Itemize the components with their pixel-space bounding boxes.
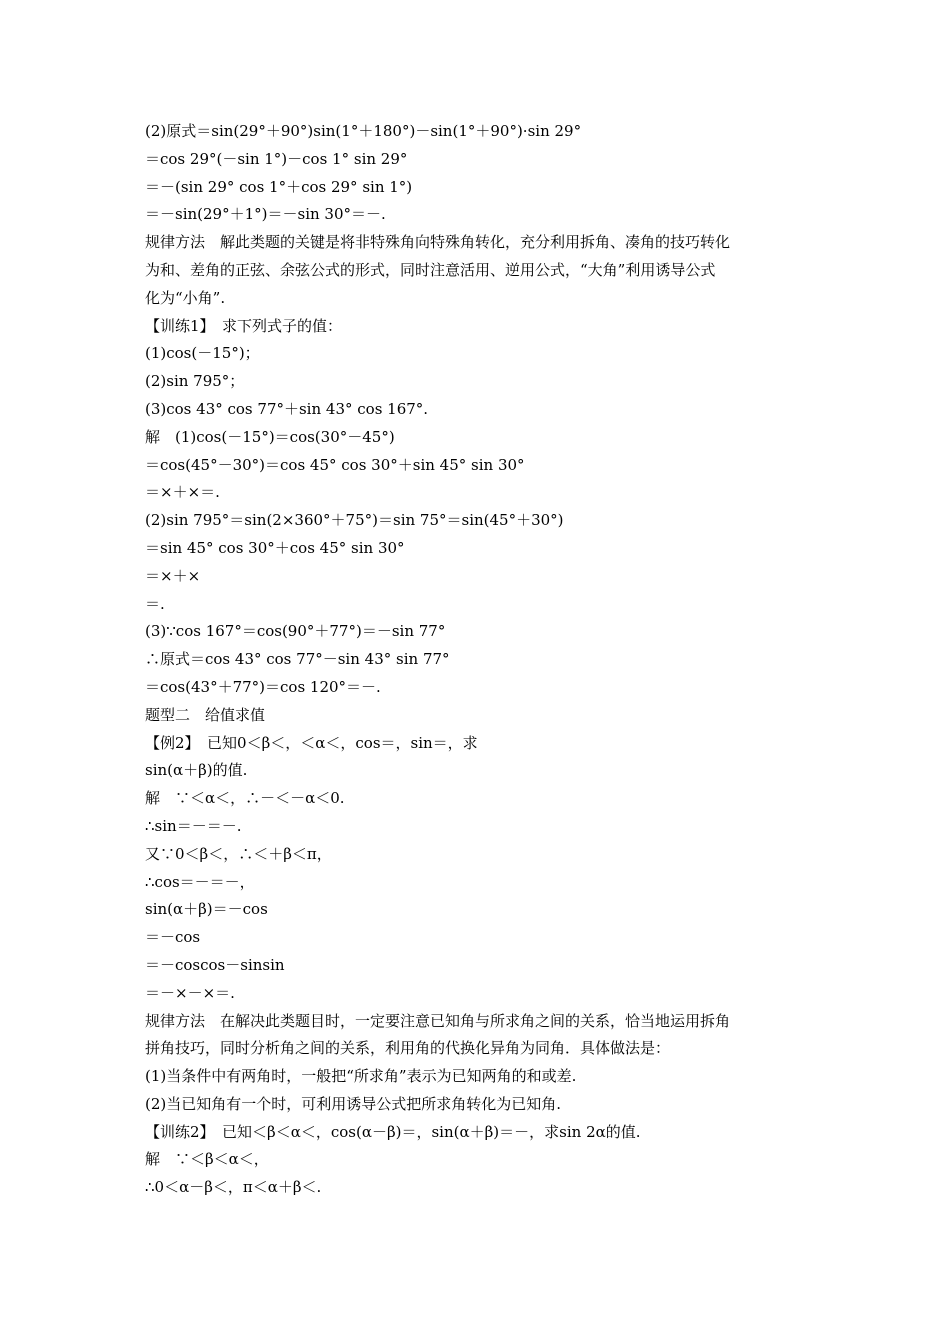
text-line: 解 ∵＜α＜，∴－＜－α＜0.: [145, 789, 345, 808]
text-line: ＝cos(43°＋77°)＝cos 120°＝－.: [145, 677, 381, 696]
text-line: ∴cos＝－＝－，: [145, 872, 255, 891]
text-line: ＝cos(45°－30°)＝cos 45° cos 30°＋sin 45° sin 30°: [145, 455, 525, 474]
text-line: 【训练2】 已知＜β＜α＜，cos(α－β)＝，sin(α＋β)＝－，求sin 2α的值.: [145, 1122, 641, 1141]
text-line: ∴原式＝cos 43° cos 77°－sin 43° sin 77°: [145, 650, 450, 669]
text-line: 【训练1】 求下列式子的值：: [145, 316, 343, 335]
text-line: 【例2】 已知0＜β＜，＜α＜，cos＝，sin＝，求: [145, 733, 478, 752]
text-line: (2)当已知角有一个时，可利用诱导公式把所求角转化为已知角.: [145, 1094, 562, 1113]
text-line: ＝－cos: [145, 928, 201, 947]
text-line: (3)∵cos 167°＝cos(90°＋77°)＝－sin 77°: [145, 622, 446, 641]
text-line: ＝cos 29°(－sin 1°)－cos 1° sin 29°: [145, 149, 408, 168]
text-line: sin(α＋β)＝－cos: [145, 900, 268, 919]
text-line: 规律方法 在解决此类题目时，一定要注意已知角与所求角之间的关系，恰当地运用拆角: [145, 1011, 731, 1030]
section-heading: 题型二 给值求值: [145, 705, 266, 724]
text-line: (2)sin 795°＝sin(2×360°＋75°)＝sin 75°＝sin(45°＋30°): [145, 511, 564, 530]
text-line: ＝－(sin 29° cos 1°＋cos 29° sin 1°): [145, 177, 413, 196]
document-body: [145, 118, 813, 1202]
text-line: ＝－×－×＝.: [145, 983, 235, 1002]
text-line: ＝×＋×: [145, 566, 201, 585]
text-line: 为和、差角的正弦、余弦公式的形式，同时注意活用、逆用公式，“大角”利用诱导公式: [145, 260, 716, 279]
text-line: ＝－sin(29°＋1°)＝－sin 30°＝－.: [145, 205, 386, 224]
text-line: (2)原式＝sin(29°＋90°)sin(1°＋180°)－sin(1°＋90°)·sin 29°: [145, 122, 582, 140]
text-line: (1)cos(－15°)；: [145, 344, 260, 363]
text-line: ∴0＜α－β＜，π＜α＋β＜.: [145, 1178, 322, 1197]
text-line: 化为“小角”.: [145, 288, 226, 307]
text-line: (3)cos 43° cos 77°＋sin 43° cos 167°.: [145, 399, 429, 418]
text-line: 解 (1)cos(－15°)＝cos(30°－45°): [145, 427, 395, 446]
text-line: 解 ∵＜β＜α＜，: [145, 1150, 269, 1169]
text-line: ∴sin＝－＝－.: [145, 816, 242, 835]
text-line: 拼角技巧，同时分析角之间的关系，利用角的代换化异角为同角．具体做法是：: [145, 1039, 671, 1058]
text-line: ＝sin 45° cos 30°＋cos 45° sin 30°: [145, 538, 405, 557]
text-line: 规律方法 解此类题的关键是将非特殊角向特殊角转化，充分利用拆角、凑角的技巧转化: [145, 233, 731, 252]
text-line: ＝.: [145, 594, 165, 613]
text-line: ＝－coscos－sinsin: [145, 955, 285, 974]
text-line: 又∵0＜β＜，∴＜＋β＜π，: [145, 844, 332, 863]
text-line: (1)当条件中有两角时，一般把“所求角”表示为已知两角的和或差.: [145, 1067, 577, 1086]
text-line: ＝×＋×＝.: [145, 483, 220, 502]
text-line: (2)sin 795°；: [145, 372, 245, 391]
text-line: sin(α＋β)的值.: [145, 761, 248, 780]
